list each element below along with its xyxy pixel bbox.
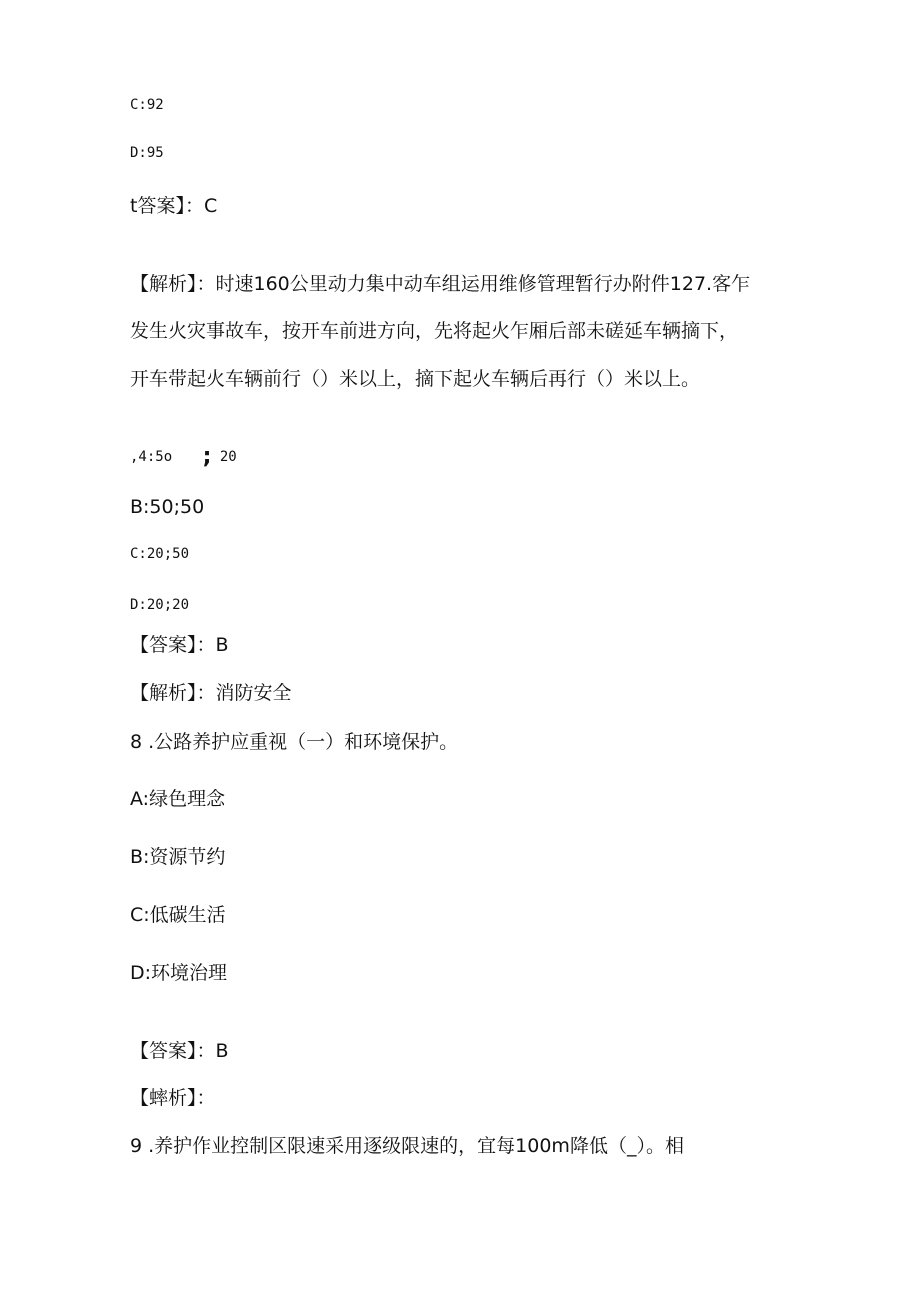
option-d-line: D:20;20 xyxy=(130,597,190,613)
analysis-line-2: 发生火灾事故车，按开车前进方向，先将起火乍厢后部未磋延车辆摘下， xyxy=(130,320,739,342)
option-a-line xyxy=(130,446,237,468)
option-c-line: C:低碳生活 xyxy=(130,904,226,926)
question-9: 9 .养护作业控制区限速采用逐级限速的，宜每100m降低（_）。相 xyxy=(130,1135,684,1157)
option-d-line: D:环境治理 xyxy=(130,962,228,984)
analysis-line: 【解析】：消防安全 xyxy=(130,682,292,704)
analysis-line: 【蟀析】： xyxy=(130,1087,216,1109)
answer-line: 【答案】：B xyxy=(130,634,229,656)
option-b-line: B:资源节约 xyxy=(130,846,226,868)
option-c-line: C:20;50 xyxy=(130,546,190,562)
option-c-line: C:92 xyxy=(130,97,164,113)
question-8: 8 .公路养护应重视（一）和环境保护。 xyxy=(130,731,459,753)
answer-line: t答案】：C xyxy=(130,195,218,217)
option-a-text: ,4:5ο xyxy=(130,449,173,465)
analysis-line-3: 开车带起火车辆前行（）米以上，摘下起火车辆后再行（）米以上。 xyxy=(130,368,701,390)
semicolon-glyph: ; xyxy=(202,444,212,469)
option-b-line: B:50;50 xyxy=(130,496,205,518)
analysis-line-1: 【解析】：时速160公里动力集中动车组运用维修管理暂行办附件127.客乍 xyxy=(130,273,751,295)
option-a-value: 20 xyxy=(219,449,237,465)
option-d-line: D:95 xyxy=(130,145,164,161)
option-a-line: A:绿色理念 xyxy=(130,788,226,810)
answer-line: 【答案】：B xyxy=(130,1040,229,1062)
